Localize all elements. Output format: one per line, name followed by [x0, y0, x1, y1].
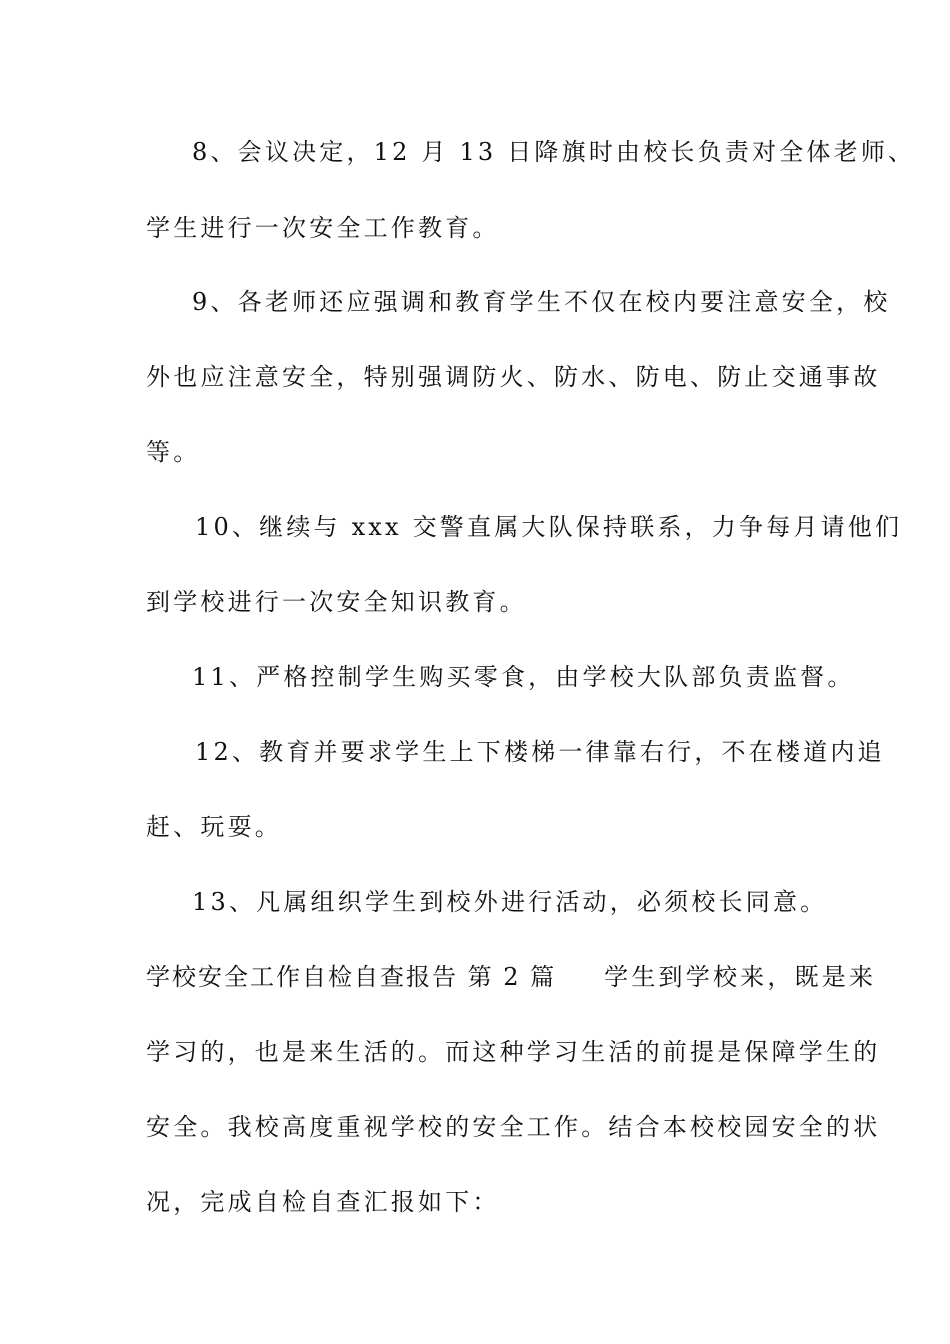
- paragraph-9-line-1: 9、各老师还应强调和教育学生不仅在校内要注意安全，校: [192, 288, 891, 316]
- section-line-1: 学生到学校来，既是来: [604, 963, 877, 991]
- paragraph-9-line-2: 外也应注意安全，特别强调防火、防水、防电、防止交通事故: [146, 363, 881, 391]
- paragraph-12-line-2: 赶、玩耍。: [146, 813, 282, 841]
- section-title: 学校安全工作自检自查报告 第 2 篇: [146, 963, 557, 991]
- paragraph-12-line-1: 12、教育并要求学生上下楼梯一律靠右行，不在楼道内追: [195, 738, 885, 766]
- paragraph-10-line-2: 到学校进行一次安全知识教育。: [146, 588, 527, 616]
- section-line-3: 安全。我校高度重视学校的安全工作。结合本校校园安全的状: [146, 1113, 881, 1141]
- section-2-first-line: [146, 961, 877, 993]
- section-line-4: 况，完成自检自查汇报如下：: [146, 1188, 500, 1216]
- section-line-2: 学习的，也是来生活的。而这种学习生活的前提是保障学生的: [146, 1038, 881, 1066]
- paragraph-8-line-2: 学生进行一次安全工作教育。: [146, 214, 500, 242]
- paragraph-13-line-1: 13、凡属组织学生到校外进行活动，必须校长同意。: [192, 888, 828, 916]
- paragraph-9-line-3: 等。: [146, 438, 201, 466]
- paragraph-11-line-1: 11、严格控制学生购买零食，由学校大队部负责监督。: [192, 663, 855, 691]
- paragraph-8-line-1: 8、会议决定，12 月 13 日降旗时由校长负责对全体老师、: [192, 138, 916, 166]
- paragraph-10-line-1: 10、继续与 xxx 交警直属大队保持联系，力争每月请他们: [195, 513, 903, 541]
